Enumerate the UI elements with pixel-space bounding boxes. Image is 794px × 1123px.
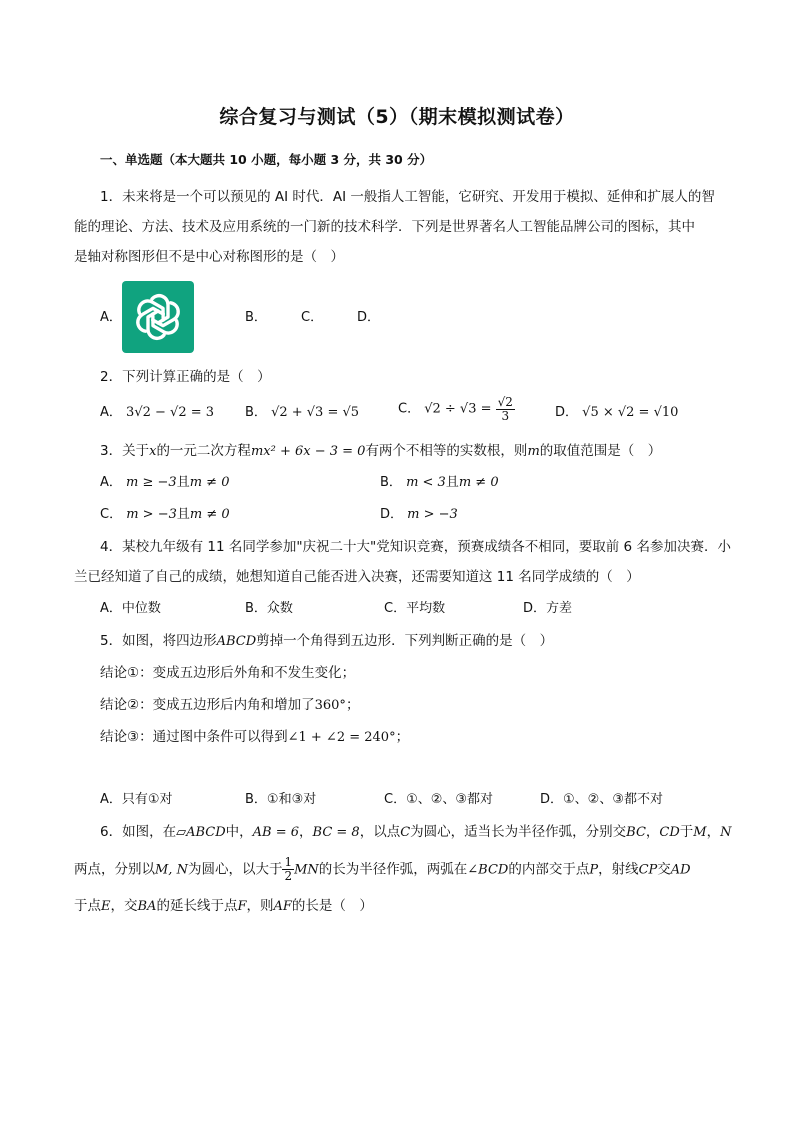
- q6-text: 6．如图，在: [100, 824, 177, 840]
- q3-option-c[interactable]: [100, 505, 230, 525]
- q1-option-b-label[interactable]: B．: [245, 310, 267, 325]
- q4-line2: 兰已经知道了自己的成绩，她想知道自己能否进入决赛，还需要知道这 11 名同学成绩的（ ）: [74, 569, 640, 585]
- q2-c-fraction: [496, 396, 515, 423]
- q5-c2-value: 360°: [314, 698, 346, 713]
- q3-option-a[interactable]: [100, 473, 229, 493]
- q2-c-numerator: √2: [497, 395, 513, 409]
- q6-text: 的内部交于点: [508, 861, 590, 878]
- q6-text: ，射线: [598, 861, 639, 878]
- q5-conclusion-2: [100, 695, 359, 716]
- q6-text: ，以点: [359, 824, 401, 840]
- q6-seg-ad: AD: [670, 862, 691, 878]
- q3-b-label: B．: [380, 475, 402, 490]
- q3-d-label: D．: [380, 507, 404, 522]
- q6-text: 中，: [225, 824, 253, 840]
- q6-text: 交: [657, 861, 671, 878]
- q6-text: ，则: [246, 898, 274, 914]
- q6-text: 为圆心，适当长为半径作弧，分别交: [410, 824, 627, 840]
- q3-stem: [100, 441, 661, 462]
- q1-option-c-label[interactable]: C．: [301, 310, 324, 325]
- q6-parallelogram: ▱ABCD: [176, 825, 226, 840]
- q5-option-a[interactable]: A．只有①对: [100, 792, 173, 807]
- q6-points-mn: M, N: [155, 862, 188, 878]
- q1-line2: 能的理论、方法、技术及应用系统的一门新的技术科学．下列是世界著名人工智能品牌公司的图标，其中: [74, 219, 695, 235]
- q2-option-d[interactable]: [555, 403, 678, 423]
- q6-seg-bc: BC: [626, 825, 646, 840]
- q6-seg-cd: CD: [659, 825, 680, 840]
- q3-var-m: m: [527, 444, 540, 459]
- q2-c-left: √2 ÷ √3 =: [424, 401, 492, 417]
- q5-stem: [100, 631, 553, 652]
- page-title: 综合复习与测试（5）（期末模拟测试卷）: [219, 106, 575, 128]
- q6-text: ，: [645, 824, 660, 840]
- openai-knot-icon: [122, 281, 194, 353]
- q6-seg-ba: BA: [137, 899, 157, 914]
- q1-line3: 是轴对称图形但不是中心对称图形的是（ ）: [74, 249, 344, 265]
- q6-angle-bcd: ∠BCD: [467, 862, 509, 878]
- section-heading: 一、单选题（本大题共 10 小题，每小题 3 分，共 30 分）: [100, 152, 433, 167]
- q5-conclusion-3: [100, 727, 409, 748]
- q6-text: ，: [299, 824, 313, 840]
- q6-text: 为圆心，以大于: [187, 861, 283, 878]
- q4-option-d[interactable]: D．方差: [523, 601, 573, 616]
- q2-d-expr: √5 × √2 = √10: [582, 405, 679, 420]
- q6-text: ，交: [110, 898, 138, 914]
- q1-line1: 1．未来将是一个可以预见的 AI 时代．AI 一般指人工智能，它研究、开发用于模拟、延伸和扩展人的智: [100, 189, 715, 205]
- q3-stem-part: 的一元二次方程: [156, 443, 251, 459]
- q3-c-expr: m > −3: [126, 507, 177, 522]
- q6-text: 的长为半径作弧，两弧在: [318, 861, 468, 878]
- q2-a-label: A．: [100, 405, 122, 420]
- q3-a-and: 且: [176, 475, 190, 490]
- q6-frac-num: 1: [284, 855, 293, 869]
- q5-c3-text: 结论③：通过图中条件可以得到: [100, 729, 288, 745]
- q2-c-label: C．: [398, 401, 421, 417]
- q2-c-denominator: 3: [501, 409, 510, 423]
- q3-b-and: 且: [445, 475, 459, 490]
- q5-stem-part: 5．如图，将四边形: [100, 633, 217, 649]
- q5-option-c[interactable]: C．①、②、③都对: [384, 792, 494, 807]
- q6-point-f: F: [237, 899, 247, 914]
- q3-option-b[interactable]: [380, 473, 499, 493]
- q6-point-c: C: [400, 825, 411, 840]
- q2-option-c[interactable]: [398, 396, 515, 423]
- q3-option-d[interactable]: [380, 505, 458, 525]
- q6-point-m: M: [693, 825, 707, 840]
- q6-text: 两点，分别以: [74, 861, 155, 878]
- q2-stem: 2．下列计算正确的是（ ）: [100, 369, 271, 385]
- q4-option-c[interactable]: C．平均数: [384, 601, 446, 616]
- q5-abcd: ABCD: [216, 634, 257, 649]
- q5-c3-end: ；: [395, 729, 410, 745]
- q6-frac-den: 2: [284, 869, 293, 883]
- q3-c-and: 且: [176, 507, 190, 522]
- q3-a-expr: m ≥ −3: [126, 475, 177, 490]
- q6-point-p: P: [589, 862, 599, 878]
- q3-stem-part: 有两个不相等的实数根，则: [365, 443, 528, 459]
- q2-b-label: B．: [245, 405, 267, 420]
- q2-option-a[interactable]: [100, 403, 214, 423]
- q6-seg-af: AF: [273, 899, 292, 914]
- q3-stem-part: 3．关于: [100, 443, 150, 459]
- q6-text: 于: [679, 824, 694, 840]
- q3-a-expr2: m ≠ 0: [189, 475, 230, 490]
- q4-line1: 4．某校九年级有 11 名同学参加"庆祝二十大"党知识竞赛，预赛成绩各不相同，要取前 6 名参加决赛．小: [100, 539, 731, 555]
- q3-d-expr: m > −3: [407, 507, 458, 522]
- q6-half-fraction: [282, 856, 294, 883]
- q6-point-n: N: [720, 825, 732, 840]
- q5-stem-part: 剪掉一个角得到五边形．下列判断正确的是（ ）: [256, 633, 554, 649]
- q3-a-label: A．: [100, 475, 122, 490]
- q6-ray-cp: CP: [638, 862, 658, 878]
- q1-option-d-label[interactable]: D．: [357, 310, 381, 325]
- q2-b-expr: √2 + √3 = √5: [271, 405, 360, 420]
- q2-option-b[interactable]: [245, 403, 359, 423]
- q3-var-x: x: [149, 444, 157, 459]
- q5-option-d[interactable]: D．①、②、③都不对: [540, 792, 663, 807]
- q5-c2-text: 结论②：变成五边形后内角和增加了: [100, 697, 315, 713]
- q3-c-expr2: m ≠ 0: [189, 507, 230, 522]
- q5-option-b[interactable]: B．①和③对: [245, 792, 317, 807]
- q6-text: 的延长线于点: [156, 898, 238, 914]
- q6-line2: [74, 856, 691, 883]
- q6-ab: AB = 6: [252, 825, 300, 840]
- q5-c3-value: ∠1 + ∠2 = 240°: [287, 730, 396, 745]
- q1-option-a-label[interactable]: A．: [100, 310, 122, 325]
- q3-equation: mx² + 6x − 3 = 0: [250, 444, 366, 459]
- q6-line3: [74, 896, 373, 917]
- q4-option-b[interactable]: B．众数: [245, 601, 293, 616]
- q2-d-label: D．: [555, 405, 579, 420]
- q5-c2-end: ；: [345, 697, 360, 713]
- q4-option-a[interactable]: A．中位数: [100, 601, 161, 616]
- q6-text: ，: [706, 824, 721, 840]
- q3-b-expr2: m ≠ 0: [458, 475, 499, 490]
- q3-b-expr: m < 3: [406, 475, 446, 490]
- q3-stem-part: 的取值范围是（ ）: [539, 443, 662, 459]
- q6-line1: [100, 822, 731, 843]
- q6-point-e: E: [101, 899, 111, 914]
- q6-text: 的长是（ ）: [291, 898, 373, 914]
- q6-bc: BC = 8: [312, 825, 360, 840]
- q6-text: 于点: [74, 898, 101, 914]
- q3-c-label: C．: [100, 507, 123, 522]
- q6-seg-mn: MN: [294, 862, 319, 878]
- q2-a-expr: 3√2 − √2 = 3: [126, 405, 215, 420]
- q5-conclusion-1: 结论①：变成五边形后外角和不发生变化；: [100, 665, 356, 681]
